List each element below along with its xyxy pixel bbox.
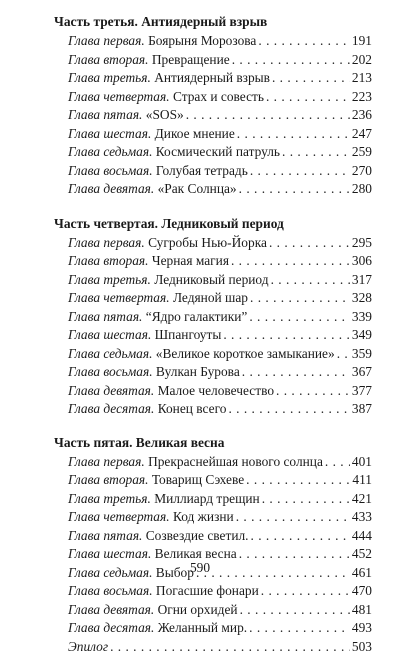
chapter-title: Черная магия: [152, 252, 229, 271]
page-ref: 191: [352, 32, 372, 51]
chapter-title: Конец всего: [158, 400, 227, 419]
toc-entry-epilogue: [54, 638, 372, 656]
dot-leader: [231, 252, 350, 271]
toc-entry: [54, 180, 372, 199]
page-ref: 213: [352, 69, 372, 88]
chapter-number: Глава вторая.: [68, 51, 149, 70]
toc-entry: [54, 32, 372, 51]
chapter-number: Глава девятая.: [68, 601, 154, 620]
page-ref: 202: [352, 51, 372, 70]
page-ref: 306: [352, 252, 372, 271]
chapter-title: Созвездие светил.: [146, 527, 249, 546]
page-ref: 339: [352, 308, 372, 327]
toc-entry: [54, 601, 372, 620]
dot-leader: [236, 508, 350, 527]
page-ref: 444: [352, 527, 372, 546]
dot-leader: [250, 162, 350, 181]
chapter-title: Дикое мнение: [155, 125, 235, 144]
toc-entry: [54, 143, 372, 162]
toc-entry: [54, 400, 372, 419]
chapter-number: Эпилог: [68, 638, 108, 656]
chapter-title: Вулкан Бурова: [156, 363, 240, 382]
page-ref: 328: [352, 289, 372, 308]
page-ref: 377: [352, 382, 372, 401]
dot-leader: [325, 453, 350, 472]
chapter-title: Голубая тетрадь: [156, 162, 248, 181]
toc-entry: [54, 345, 372, 364]
chapter-title: “Ядро галактики”: [146, 308, 248, 327]
toc-entry: [54, 308, 372, 327]
page-ref: 421: [352, 490, 372, 509]
page-ref: 367: [352, 363, 372, 382]
chapter-title: Шпангоуты: [155, 326, 222, 345]
section-gap: [54, 419, 372, 433]
chapter-number: Глава четвертая.: [68, 289, 170, 308]
chapter-number: Глава четвертая.: [68, 88, 170, 107]
chapter-number: Глава третья.: [68, 69, 151, 88]
chapter-title: «SOS»: [146, 106, 184, 125]
page-ref: 387: [352, 400, 372, 419]
chapter-number: Глава седьмая.: [68, 564, 152, 583]
chapter-title: Великая весна: [155, 545, 237, 564]
dot-leader: [251, 527, 350, 546]
dot-leader: [110, 638, 350, 656]
toc-entry: [54, 88, 372, 107]
chapter-number: Глава девятая.: [68, 180, 154, 199]
page-ref: 295: [352, 234, 372, 253]
page-ref: 259: [352, 143, 372, 162]
page-ref: 433: [352, 508, 372, 527]
chapter-number: Глава девятая.: [68, 382, 154, 401]
toc-entry: [54, 527, 372, 546]
dot-leader: [228, 400, 349, 419]
page-number: 590: [0, 560, 400, 576]
chapter-title: Выбор: [156, 564, 194, 583]
chapter-number: Глава шестая.: [68, 125, 151, 144]
toc-entry: [54, 471, 372, 490]
page-ref: 236: [352, 106, 372, 125]
toc-entry: [54, 51, 372, 70]
toc-entry: [54, 289, 372, 308]
dot-leader: [242, 363, 350, 382]
chapter-title: Желанный мир.: [158, 619, 247, 638]
part-title: Часть четвертая. Ледниковый период: [54, 214, 372, 234]
dot-leader: [272, 69, 350, 88]
dot-leader: [258, 32, 350, 51]
chapter-title: «Рак Солнца»: [158, 180, 237, 199]
dot-leader: [240, 601, 350, 620]
dot-leader: [249, 308, 350, 327]
chapter-number: Глава первая.: [68, 234, 145, 253]
page-ref: 481: [352, 601, 372, 620]
dot-leader: [250, 289, 350, 308]
dot-leader: [249, 619, 350, 638]
page-ref: 452: [352, 545, 372, 564]
chapter-number: Глава вторая.: [68, 471, 149, 490]
dot-leader: [239, 180, 350, 199]
dot-leader: [237, 125, 350, 144]
page-ref: 349: [352, 326, 372, 345]
chapter-number: Глава седьмая.: [68, 345, 152, 364]
chapter-number: Глава шестая.: [68, 326, 151, 345]
part-title: Часть пятая. Великая весна: [54, 433, 372, 453]
dot-leader: [261, 582, 350, 601]
page-ref: 270: [352, 162, 372, 181]
dot-leader: [186, 106, 350, 125]
chapter-title: Ледяной шар: [173, 289, 248, 308]
toc-entry: [54, 363, 372, 382]
chapter-number: Глава десятая.: [68, 619, 154, 638]
page-ref: 411: [352, 471, 372, 490]
chapter-number: Глава шестая.: [68, 545, 151, 564]
toc-entry: [54, 252, 372, 271]
chapter-number: Глава десятая.: [68, 400, 154, 419]
dot-leader: [223, 326, 350, 345]
toc-entry: [54, 382, 372, 401]
toc-entry: [54, 453, 372, 472]
toc-entry: [54, 619, 372, 638]
chapter-title: Код жизни: [173, 508, 234, 527]
page-ref: 247: [352, 125, 372, 144]
chapter-number: Глава пятая.: [68, 308, 142, 327]
chapter-title: Антиядерный взрыв: [154, 69, 270, 88]
chapter-number: Глава восьмая.: [68, 162, 153, 181]
dot-leader: [269, 234, 350, 253]
part-title: Часть третья. Антиядерный взрыв: [54, 12, 372, 32]
page-ref: 461: [352, 564, 372, 583]
chapter-number: Глава пятая.: [68, 106, 142, 125]
dot-leader: [246, 471, 350, 490]
chapter-number: Глава третья.: [68, 271, 151, 290]
toc-entry: [54, 106, 372, 125]
chapter-title: Миллиард трещин: [154, 490, 260, 509]
chapter-number: Глава восьмая.: [68, 363, 153, 382]
chapter-title: Огни орхидей: [158, 601, 238, 620]
chapter-title: «Великое короткое замыкание»: [156, 345, 335, 364]
page-ref: 503: [352, 638, 372, 656]
chapter-number: Глава восьмая.: [68, 582, 153, 601]
chapter-title: Боярыня Морозова: [148, 32, 256, 51]
chapter-number: Глава первая.: [68, 32, 145, 51]
chapter-title: Космический патруль: [156, 143, 280, 162]
toc-entry: [54, 508, 372, 527]
chapter-number: Глава пятая.: [68, 527, 142, 546]
chapter-number: Глава вторая.: [68, 252, 149, 271]
chapter-title: Сугробы Нью-Йорка: [148, 234, 267, 253]
chapter-title: Ледниковый период: [154, 271, 268, 290]
dot-leader: [271, 271, 350, 290]
dot-leader: [266, 88, 350, 107]
page-ref: 470: [352, 582, 372, 601]
chapter-title: Прекраснейшая нового солнца: [148, 453, 323, 472]
page-ref: 359: [352, 345, 372, 364]
toc-entry: [54, 69, 372, 88]
chapter-number: Глава первая.: [68, 453, 145, 472]
toc-entry: [54, 234, 372, 253]
chapter-title: Погасшие фонари: [156, 582, 259, 601]
chapter-title: Малое человечество: [158, 382, 274, 401]
chapter-title: Товарищ Сэхеве: [152, 471, 244, 490]
page-ref: 401: [352, 453, 372, 472]
chapter-title: Превращение: [152, 51, 230, 70]
chapter-number: Глава четвертая.: [68, 508, 170, 527]
section-gap: [54, 199, 372, 214]
toc-entry: [54, 162, 372, 181]
toc-entry: [54, 326, 372, 345]
page-ref: 280: [352, 180, 372, 199]
chapter-number: Глава седьмая.: [68, 143, 152, 162]
dot-leader: [262, 490, 350, 509]
toc-entry: [54, 125, 372, 144]
dot-leader: [282, 143, 350, 162]
dot-leader: [232, 51, 350, 70]
page-ref: 493: [352, 619, 372, 638]
dot-leader: [276, 382, 350, 401]
toc-entry: [54, 271, 372, 290]
chapter-number: Глава третья.: [68, 490, 151, 509]
page-ref: 317: [352, 271, 372, 290]
toc-entry: [54, 582, 372, 601]
toc-entry: [54, 490, 372, 509]
chapter-title: Страх и совесть: [173, 88, 264, 107]
dot-leader: [337, 345, 350, 364]
page-ref: 223: [352, 88, 372, 107]
